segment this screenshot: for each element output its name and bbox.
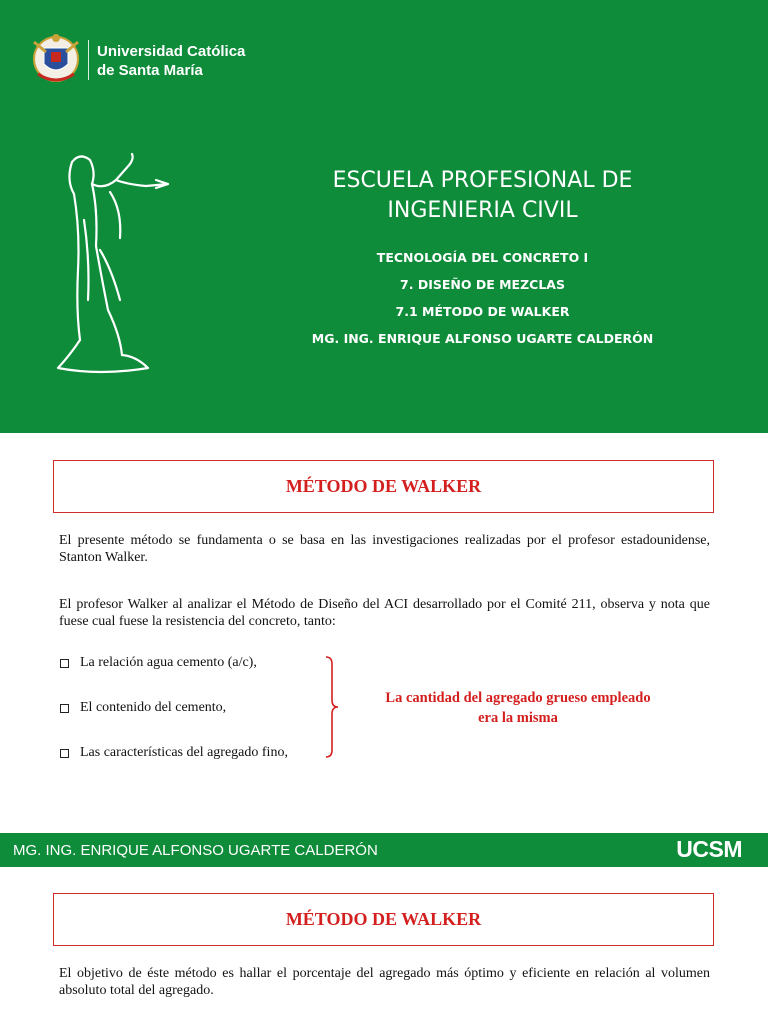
- list-item: [60, 700, 226, 716]
- conclusion-text: [350, 688, 686, 728]
- bullet-square-icon: [60, 659, 69, 668]
- conclusion-line2: era la misma: [478, 710, 558, 726]
- university-name-line2: de Santa María: [97, 62, 203, 79]
- footer-author: MG. ING. ENRIQUE ALFONSO UGARTE CALDERÓN: [13, 842, 378, 859]
- footer-brand-logo: UCSM: [676, 836, 742, 862]
- right-brace-icon: [320, 656, 340, 758]
- list-item-text: La relación agua cemento (a/c),: [80, 655, 257, 670]
- course-name: TECNOLOGÍA DEL CONCRETO I: [376, 250, 589, 265]
- method-heading-2: MÉTODO DE WALKER: [285, 909, 482, 929]
- intro-paragraph: El presente método se fundamenta o se basa en las investigaciones realizadas por el profesor estadounidense, Stanton Walker.: [59, 533, 710, 565]
- school-title: [245, 166, 720, 226]
- school-title-line2: INGENIERIA CIVIL: [387, 198, 578, 223]
- method-heading-box: [53, 460, 714, 513]
- bullet-square-icon: [60, 704, 69, 713]
- school-title-line1: ESCUELA PROFESIONAL DE: [332, 168, 633, 193]
- virgin-statue-icon: [50, 150, 175, 375]
- list-item: [60, 745, 288, 761]
- list-item: [60, 655, 257, 671]
- university-name: [97, 42, 245, 80]
- method-heading: MÉTODO DE WALKER: [285, 476, 482, 496]
- objective-paragraph: El objetivo de éste método es hallar el porcentaje del agregado más óptimo y eficiente en relación al volumen absoluto total del agregado.: [59, 966, 710, 998]
- observation-paragraph: El profesor Walker al analizar el Método de Diseño del ACI desarrollado por el Comité 211, observa y nota que fuese cual fuese la resistencia del concreto, tanto:: [59, 597, 710, 629]
- unit-name: 7. DISEÑO DE MEZCLAS: [400, 277, 565, 292]
- bullet-square-icon: [60, 749, 69, 758]
- title-slide: [0, 0, 768, 433]
- list-item-text: Las características del agregado fino,: [80, 745, 288, 760]
- author-name: MG. ING. ENRIQUE ALFONSO UGARTE CALDERÓN: [311, 331, 654, 346]
- footer-bar: [0, 833, 768, 867]
- conclusion-line1: La cantidad del agregado grueso empleado: [385, 690, 651, 706]
- university-crest-icon: [28, 30, 84, 88]
- list-item-text: El contenido del cemento,: [80, 700, 227, 715]
- logo-divider: [88, 40, 89, 80]
- topic-name: 7.1 MÉTODO DE WALKER: [395, 304, 570, 319]
- method-heading-box-2: [53, 893, 714, 946]
- university-name-line1: Universidad Católica: [97, 43, 246, 60]
